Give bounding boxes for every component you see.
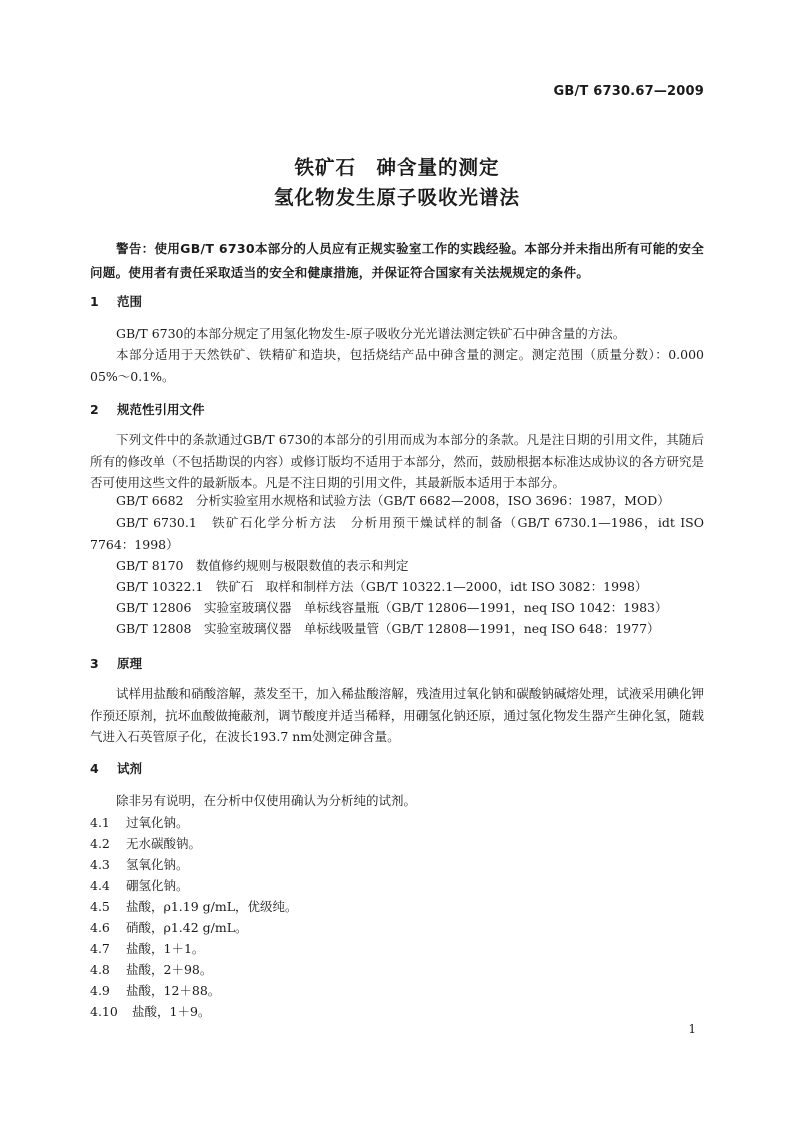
reference-item: GB/T 10322.1 铁矿石 取样和制样方法（GB/T 10322.1—2000，idt ISO 3082：1998） [116, 579, 648, 594]
item-text: 无水碳酸钠。 [126, 836, 202, 851]
section-3-heading [90, 654, 142, 672]
section-3-paragraph: 试样用盐酸和硝酸溶解，蒸发至干，加入稀盐酸溶解，残渣用过氧化钠和碳酸钠碱熔处理，试液采用碘化钾作预还原剂，抗坏血酸做掩蔽剂，调节酸度并适当稀释，用硼氢化钠还原，通过氢化物发生器产生砷化氢，随载气进入石英管原子化，在波长193.7 nm处测定砷含量。 [90, 686, 704, 744]
item-number: 4.6 [90, 920, 110, 935]
reagent-item [90, 918, 248, 936]
section-number: 3 [90, 656, 99, 671]
reagent-item [90, 981, 220, 999]
section-1-heading [90, 292, 142, 310]
reagent-item [90, 855, 189, 873]
item-text: 盐酸，1＋9。 [132, 1004, 211, 1019]
section-1-paragraph-1: GB/T 6730的本部分规定了用氢化物发生-原子吸收分光光谱法测定铁矿石中砷含量的方法。 [116, 326, 626, 341]
section-title: 范围 [117, 294, 143, 309]
item-number: 4.4 [90, 878, 110, 893]
section-title: 规范性引用文件 [117, 402, 205, 417]
reagent-item [90, 939, 204, 957]
item-text: 硝酸，ρ1.42 g/mL。 [126, 920, 248, 935]
item-text: 盐酸，2＋98。 [126, 962, 213, 977]
reagent-item [90, 960, 212, 978]
item-number: 4.2 [90, 836, 110, 851]
item-number: 4.9 [90, 983, 110, 998]
section-4-heading [90, 759, 142, 777]
section-number: 4 [90, 761, 99, 776]
reference-item: GB/T 6730.1 铁矿石化学分析方法 分析用预干燥试样的制备（GB/T 6730.1—1986，idt ISO 7764：1998） [90, 515, 704, 552]
reagent-item [90, 1002, 210, 1020]
section-title: 原理 [117, 656, 143, 671]
document-title-line-2: 氢化物发生原子吸收光谱法 [273, 186, 520, 209]
item-text: 氢氧化钠。 [126, 857, 189, 872]
section-number: 1 [90, 294, 99, 309]
page-number: 1 [688, 1022, 696, 1036]
section-2-paragraph: 下列文件中的条款通过GB/T 6730的本部分的引用而成为本部分的条款。凡是注日期的引用文件，其随后所有的修改单（不包括勘误的内容）或修订版均不适用于本部分，然而，鼓励根据本标准达成协议的各方研究是否可使用这些文件的最新版本。凡是不注日期的引用文件，其最新版本适用于本部分。 [90, 432, 704, 490]
section-number: 2 [90, 402, 99, 417]
reference-item: GB/T 12808 实验室玻璃仪器 单标线吸量管（GB/T 12808—1991，neq ISO 648：1977） [116, 621, 660, 636]
item-number: 4.10 [90, 1004, 118, 1019]
section-title: 试剂 [117, 761, 143, 776]
reference-item: GB/T 6682 分析实验室用水规格和试验方法（GB/T 6682—2008，ISO 3696：1987，MOD） [116, 493, 670, 508]
item-number: 4.1 [90, 815, 110, 830]
reagent-item [90, 813, 189, 831]
item-text: 盐酸，1＋1。 [126, 941, 205, 956]
item-number: 4.5 [90, 899, 110, 914]
item-text: 过氧化钠。 [126, 815, 189, 830]
reference-item: GB/T 12806 实验室玻璃仪器 单标线容量瓶（GB/T 12806—1991，neq ISO 1042：1983） [116, 600, 668, 615]
item-number: 4.7 [90, 941, 110, 956]
item-text: 盐酸，ρ1.19 g/mL，优级纯。 [126, 899, 298, 914]
reagent-item [90, 834, 201, 852]
item-text: 盐酸，12＋88。 [126, 983, 221, 998]
section-1-paragraph-2: 本部分适用于天然铁矿、铁精矿和造块，包括烧结产品中砷含量的测定。测定范围（质量分数）：0.000 05%～0.1%。 [90, 347, 704, 384]
section-4-paragraph: 除非另有说明，在分析中仅使用确认为分析纯的试剂。 [116, 793, 417, 808]
item-text: 硼氢化钠。 [126, 878, 189, 893]
warning-paragraph: 警告：使用GB/T 6730本部分的人员应有正规实验室工作的实践经验。本部分并未指出所有可能的安全问题。使用者有责任采取适当的安全和健康措施，并保证符合国家有关法规规定的条件。 [90, 241, 704, 280]
reagent-item [90, 897, 298, 915]
document-title-line-1: 铁矿石 砷含量的测定 [294, 156, 500, 179]
standard-number: GB/T 6730.67—2009 [553, 84, 704, 99]
item-number: 4.8 [90, 962, 110, 977]
item-number: 4.3 [90, 857, 110, 872]
reference-item: GB/T 8170 数值修约规则与极限数值的表示和判定 [116, 558, 409, 573]
section-2-heading [90, 400, 205, 418]
reagent-item [90, 876, 189, 894]
